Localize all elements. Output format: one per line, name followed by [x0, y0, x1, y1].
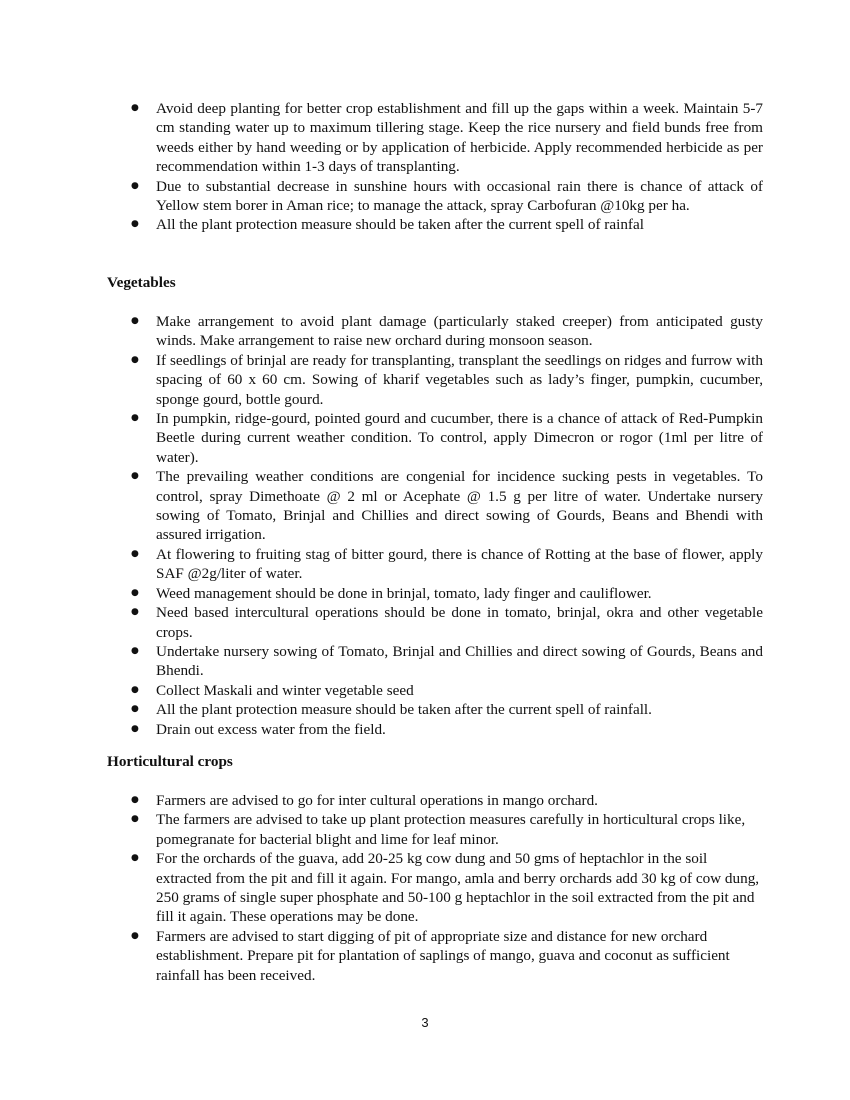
page-number: 3	[421, 1015, 429, 1030]
list-item: ● For the orchards of the guava, add 20-25 kg cow dung and 50 gms of heptachlor in the soil extracted from the pit and fill it again. For mango, amla and berry orchards add 30 kg of cow dung, 250 grams of single super phosphate and 50-100 g heptachlor in the soil extracted from the pit and fill it again. These operations may be done.	[131, 850, 760, 926]
list-item: ● Farmers are advised to go for inter cultural operations in mango orchard.	[131, 792, 598, 809]
rice-advisory-list	[107, 99, 763, 235]
list-item: ● Collect Maskali and winter vegetable seed	[131, 681, 414, 699]
list-item: ● Due to substantial decrease in sunshine hours with occasional rain there is chance of attack of Yellow stem borer in Aman rice; to manage the attack, spray Carbofuran @10kg per ha.	[131, 177, 763, 215]
bullet-icon: ●	[131, 316, 139, 326]
list-item: ● Undertake nursery sowing of Tomato, Brinjal and Chillies and direct sowing of Gourds, Beans and Bhendi.	[131, 642, 763, 680]
list-item: ● All the plant protection measure should be taken after the current spell of rainfal	[131, 216, 644, 234]
list-item: ● All the plant protection measure should be taken after the current spell of rainfall.	[131, 701, 652, 719]
bullet-icon: ●	[131, 607, 139, 618]
list-item: ● Weed management should be done in brinjal, tomato, lady finger and cauliflower.	[131, 584, 652, 602]
bullet-icon: ●	[131, 219, 139, 230]
list-item: ● Need based intercultural operations should be done in tomato, brinjal, okra and other vegetable crops.	[131, 604, 763, 641]
list-item: ● The farmers are advised to take up plant protection measures carefully in horticultural crops like, pomegranate for bacterial blight and lime for leaf minor.	[131, 811, 746, 848]
list-item: ● In pumpkin, ridge-gourd, pointed gourd and cucumber, there is a chance of attack of Red-Pumpkin Beetle during current weather condition. To control, apply Dimecron or rogor (1ml per litre of water).	[131, 410, 763, 466]
list-item: ● The prevailing weather conditions are congenial for incidence sucking pests in vegetables. To control, spray Dimethoate @ 2 ml or Acephate @ 1.5 g per litre of water. Undertake nursery sowing of Tomato, Brinjal and Chillies and direct sowing of Gourds, Beans and Bhendi with assured irrigation.	[131, 468, 763, 544]
bullet-icon: ●	[131, 413, 139, 424]
list-item: ● At flowering to fruiting stag of bitter gourd, there is chance of Rotting at the base of flower, apply SAF @2g/liter of water.	[131, 545, 763, 583]
horticultural-advisory-list	[107, 791, 763, 985]
bullet-icon: ●	[131, 814, 139, 825]
bullet-icon: ●	[131, 645, 139, 656]
list-item: ● Make arrangement to avoid plant damage (particularly staked creeper) from anticipated gusty winds. Make arrangement to raise new orchard during monsoon season.	[131, 313, 763, 350]
bullet-icon: ●	[131, 723, 139, 734]
list-item: ● Drain out excess water from the field.	[131, 720, 386, 738]
list-item: ● If seedlings of brinjal are ready for transplanting, transplant the seedlings on ridges and furrow with spacing of 60 x 60 cm. Sowing of kharif vegetables such as lady’s finger, pumpkin, cucumber, sponge gourd, bottle gourd.	[131, 351, 763, 408]
bullet-icon: ●	[131, 548, 139, 559]
bullet-icon: ●	[131, 930, 139, 941]
vegetables-advisory-list	[107, 312, 763, 739]
section-heading-horticultural: Horticultural crops	[107, 753, 233, 770]
bullet-icon: ●	[131, 471, 139, 482]
bullet-icon: ●	[131, 853, 139, 864]
bullet-icon: ●	[131, 103, 139, 113]
bullet-icon: ●	[131, 354, 139, 365]
list-item: ● Avoid deep planting for better crop establishment and fill up the gaps within a week. Maintain 5-7 cm standing water up to maximum tillering stage. Keep the rice nursery and field bunds free from weeds either by hand weeding or by application of herbicide. Apply recommended herbicide as per recommendation within 1-3 days of transplanting.	[131, 100, 763, 176]
bullet-icon: ●	[131, 684, 139, 695]
list-item: ● Farmers are advised to start digging of pit of appropriate size and distance for new orchard establishment. Prepare pit for plantation of saplings of mango, guava and coconut as sufficient rainfall has been received.	[131, 927, 730, 984]
bullet-icon: ●	[131, 704, 139, 715]
bullet-icon: ●	[131, 587, 139, 598]
section-heading-vegetables: Vegetables	[107, 274, 176, 291]
bullet-icon: ●	[131, 180, 139, 191]
bullet-icon: ●	[131, 795, 139, 805]
